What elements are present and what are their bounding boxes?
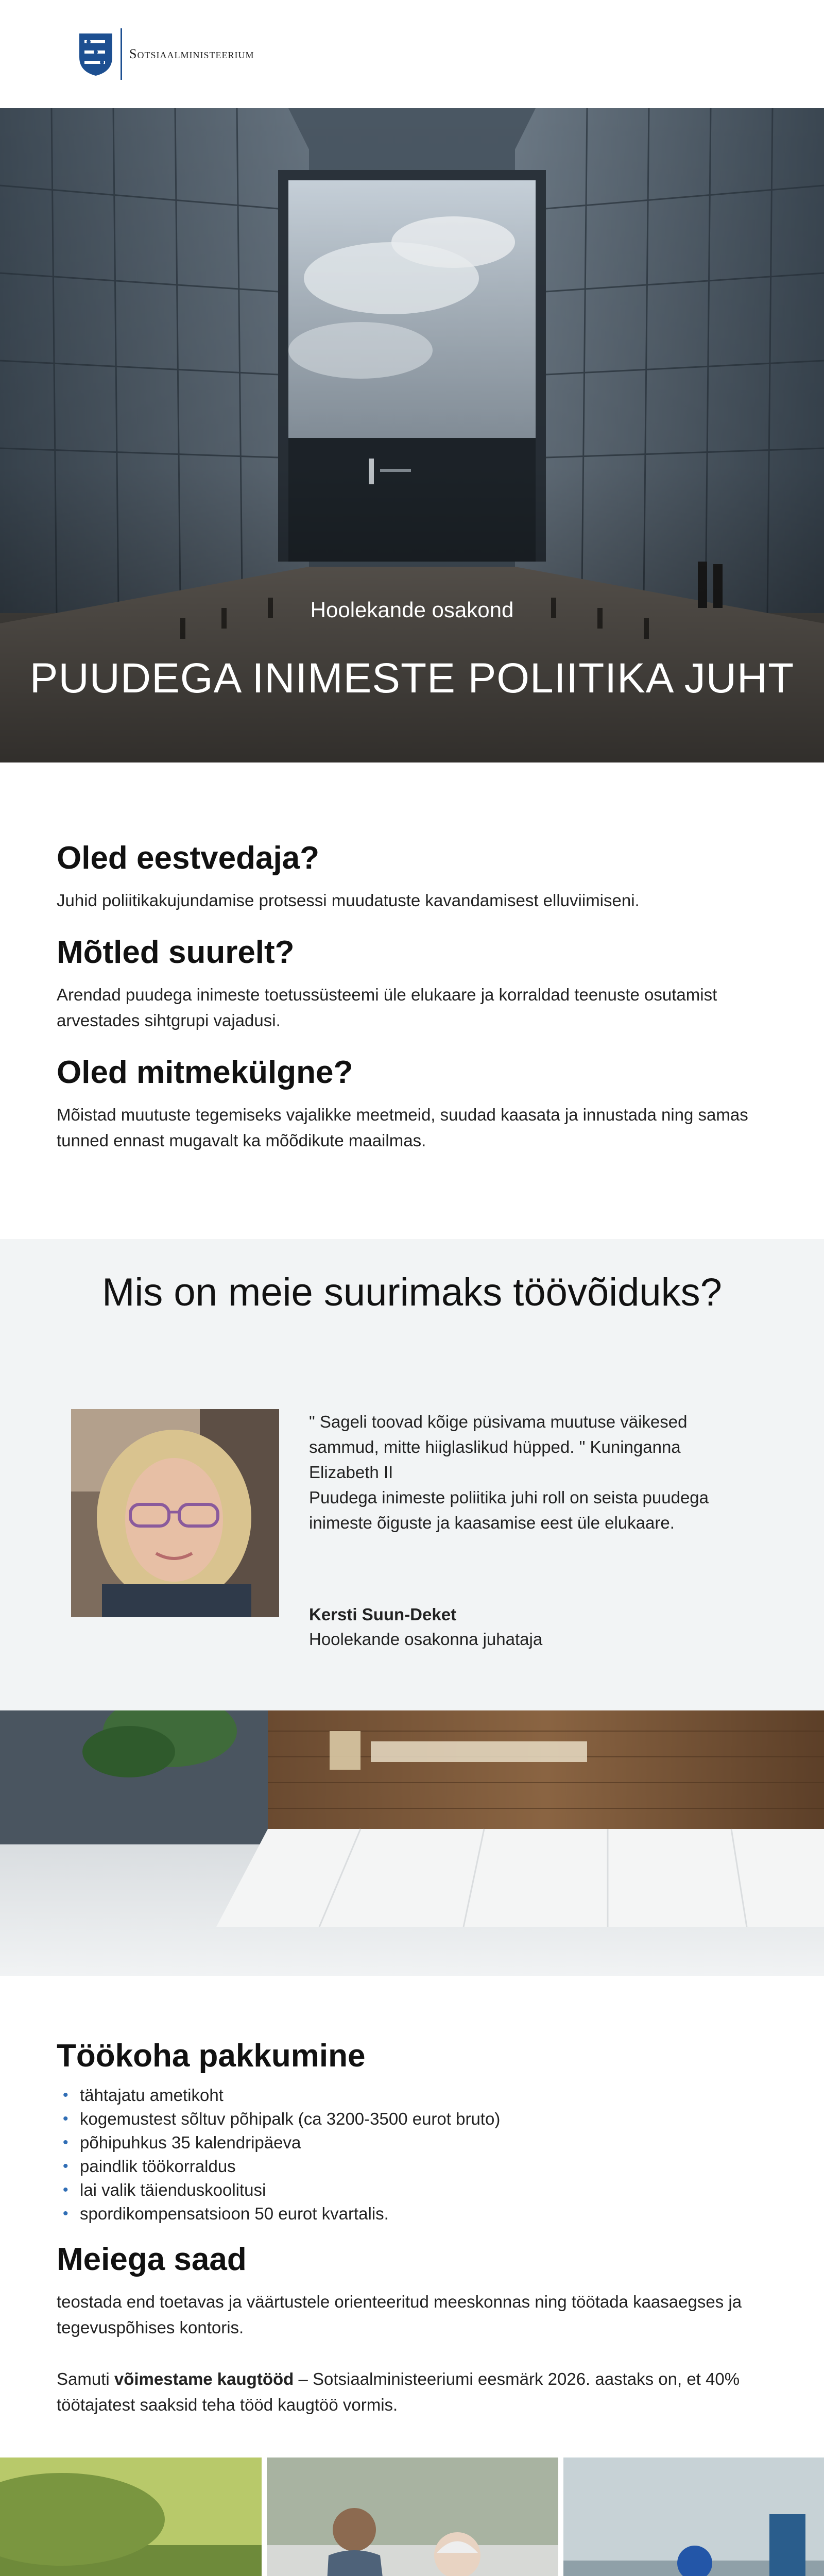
- list-item: • tähtajatu ametikoht: [57, 2083, 767, 2107]
- photo-strip: [0, 2458, 824, 2576]
- list-item: • paindlik töökorraldus: [57, 2155, 767, 2178]
- quote-line-2: Puudega inimeste poliitika juhi roll on seista puudega inimeste õiguste ja kaasamise eest üle elukaare.: [309, 1488, 709, 1532]
- offer-list: [57, 2083, 767, 2226]
- manager-quote: [309, 1409, 747, 1535]
- quote-section-title: Mis on meie suurimaks töövõiduks?: [102, 1270, 722, 1314]
- remote-bold: võimestame kaugtööd: [114, 2369, 294, 2388]
- intro-heading-think-big: Mõtled suurelt?: [57, 935, 295, 970]
- runner-photo: [0, 2458, 262, 2576]
- department-label: Hoolekande osakond: [310, 598, 514, 622]
- offer-heading: Töökoha pakkumine: [57, 2038, 366, 2074]
- intro-heading-leader: Oled eestvedaja?: [57, 840, 320, 876]
- job-title: PUUDEGA INIMESTE POLIITIKA JUHT: [29, 655, 795, 702]
- coat-of-arms-icon: [77, 31, 114, 77]
- caregiver-photo: [267, 2458, 558, 2576]
- quote-section: [0, 1239, 824, 1710]
- offer-section: [57, 2038, 767, 2418]
- list-item: • spordikompensatsioon 50 eurot kvartalis.: [57, 2202, 767, 2226]
- remote-suffix: – Sotsiaalministeeriumi eesmärk 2026. aastaks on, et 40% töötajatest saaksid teha tööd kaugtöö vormis.: [57, 2369, 740, 2414]
- team-text: teostada end toetavas ja väärtustele orienteeritud meeskonnas ning töötada kaasaegses ja tegevuspõhises kontoris.: [57, 2292, 742, 2337]
- intro-text-leader: Juhid poliitikakujundamise protsessi muudatuste kavandamisest elluviimiseni.: [57, 891, 640, 910]
- hero-banner: [0, 108, 824, 762]
- logo-divider: [121, 28, 122, 80]
- intro-text-versatile: Mõistad muutuste tegemiseks vajalikke meetmeid, suudad kaasata ja innustada ning samas tunned ennast mugavalt ka mõõdikute maailmas.: [57, 1105, 748, 1150]
- manager-role: Hoolekande osakonna juhataja: [309, 1630, 543, 1649]
- child-bike-photo: [563, 2458, 824, 2576]
- manager-name: Kersti Suun-Deket: [309, 1605, 457, 1624]
- ministry-name: Sotsiaalministeerium: [129, 46, 254, 61]
- remote-work-text: [57, 2366, 767, 2418]
- intro-heading-versatile: Oled mitmekülgne?: [57, 1055, 353, 1090]
- team-heading: Meiega saad: [57, 2242, 247, 2277]
- list-item: • kogemustest sõltuv põhipalk (ca 3200-3500 eurot bruto): [57, 2107, 767, 2131]
- office-photo: [0, 1710, 824, 1976]
- quote-line-1: " Sageli toovad kõige püsivama muutuse väikesed sammud, mitte hiiglaslikud hüpped. " Kuninganna Elizabeth II: [309, 1412, 688, 1482]
- list-item: • lai valik täienduskoolitusi: [57, 2178, 767, 2202]
- intro-section: [57, 840, 767, 1154]
- list-item: • põhipuhkus 35 kalendripäeva: [57, 2131, 767, 2155]
- manager-portrait: [71, 1409, 279, 1617]
- site-header: [0, 0, 824, 108]
- ministry-logo[interactable]: [77, 28, 254, 80]
- intro-text-think-big: Arendad puudega inimeste toetussüsteemi üle elukaare ja korraldad teenuste osutamist arvestades sihtgrupi vajadusi.: [57, 985, 717, 1030]
- remote-prefix: Samuti: [57, 2369, 114, 2388]
